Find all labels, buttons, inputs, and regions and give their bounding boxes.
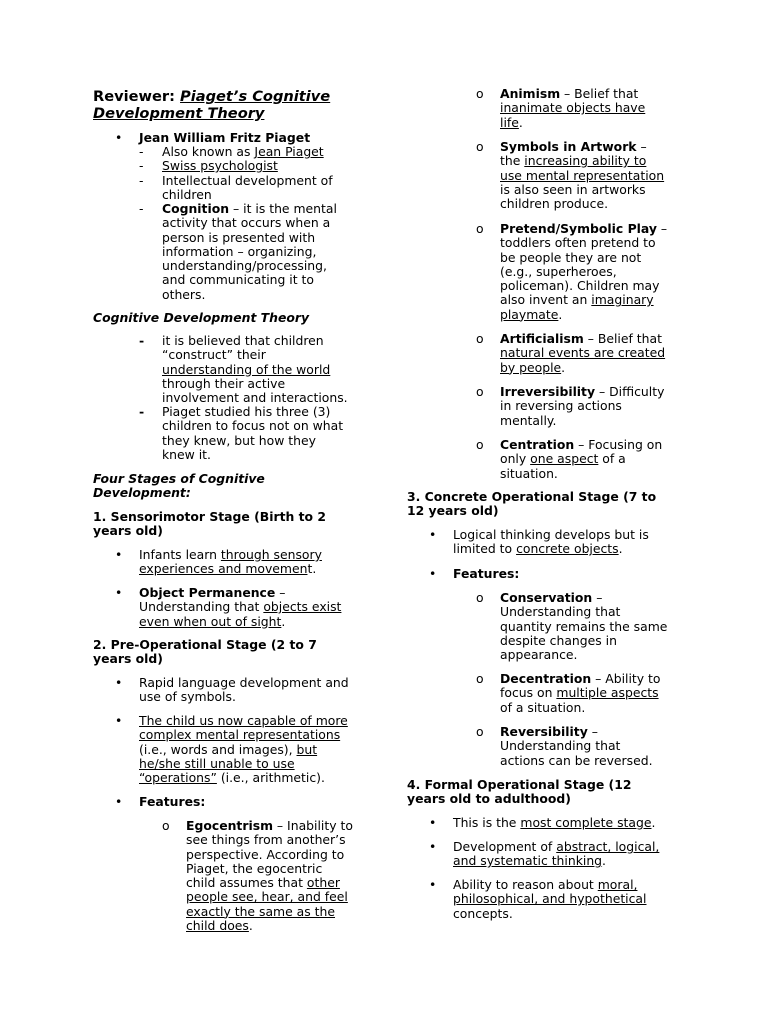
aka-name: Jean Piaget [254,144,324,159]
text: – [275,585,286,600]
bullet-marker: • [429,839,437,854]
text: playmate [500,306,559,322]
text-line: information – organizing, [162,243,317,259]
text-line: years old) [93,651,163,667]
text-line: actions can be reversed. [500,752,653,768]
text: but [296,741,318,757]
text-line: person is presented with [162,229,316,245]
stage3-features: Features: [453,566,520,581]
artificialism-item [500,332,665,375]
dash-marker: - [139,173,144,188]
text-line: knew it. [162,446,211,462]
term: Artificialism [500,331,584,346]
text-line: and communicating it to [162,272,314,288]
reversibility-item [500,725,653,768]
piaget-name: Jean William Fritz Piaget [139,130,311,145]
text: increasing ability to [524,153,647,169]
bullet-marker: • [429,877,437,892]
text: objects exist [263,599,342,615]
text: – it is the mental [229,201,337,216]
bullet-marker: • [429,527,437,542]
cdt-point-1 [162,334,348,405]
circle-marker: o [476,590,484,605]
centration-item [500,438,662,481]
cdt-point-2 [162,405,343,462]
text-line: understanding/processing, [162,258,327,274]
text: – [592,590,603,605]
aka-prefix: Also known as [162,144,255,159]
text-line: through their active [162,375,286,391]
text: abstract, logical, [556,839,660,854]
text-line: 4. Formal Operational Stage (12 [407,777,632,792]
decentration-item [500,672,660,715]
text-line: toddlers often pretend to [500,235,656,251]
text: experiences and movemen [139,561,308,577]
text-line: people see, hear, and feel [186,889,348,905]
stage4-heading [407,778,631,807]
text-line: Logical thinking develops but is [453,527,649,542]
text: through sensory [220,547,322,562]
bullet-marker: • [429,815,437,830]
cdt-heading: Cognitive Development Theory [93,310,310,325]
text: limited to [453,541,517,557]
circle-marker: o [476,724,484,739]
text-line: appearance. [500,647,578,663]
egocentrism-item [186,819,353,933]
text-line: years old to adulthood) [407,791,571,807]
animism-item [500,87,645,130]
text-line: understanding of the world [162,361,331,377]
text: by people [500,359,562,375]
text: the [500,153,525,169]
stage3-item-1 [453,528,649,557]
text: only [500,451,531,467]
text: . [561,359,566,375]
text-line: Development: [93,485,191,501]
stage2-features: Features: [139,794,206,809]
circle-marker: o [476,384,484,399]
piaget-swiss: Swiss psychologist [162,158,278,173]
text: . [518,114,523,130]
term: Reversibility [500,724,588,739]
text: – Belief that [560,86,639,101]
text-line: years old) [93,523,163,539]
term: Object Permanence [139,585,276,600]
text-line: “construct” their [162,347,266,363]
text-line: 2. Pre-Operational Stage (2 to 7 [93,637,317,652]
text-line: complex mental representations [139,727,341,743]
text-line: Intellectual development of [162,173,333,188]
text-line: be people they are not [500,249,642,265]
text-line: he/she still unable to use [139,755,295,771]
dash-marker: - [139,404,145,419]
text: – Belief that [583,331,662,346]
stage1-heading [93,510,326,539]
text: child does [186,918,249,934]
dash-marker: - [139,144,144,159]
text: life [500,114,519,130]
text-line: Understanding that [500,738,621,754]
text-line: Rapid language development and [139,675,349,690]
text-line: philosophical, and hypothetical [453,891,647,907]
text: . [651,815,656,830]
text: . [602,853,606,869]
text-line: children [162,187,212,203]
conservation-item [500,591,667,662]
circle-marker: o [476,437,484,452]
dash-marker: - [139,201,144,216]
text-line: in reversing actions [500,398,622,414]
text: even when out of sight [139,613,282,629]
stage2-item-2 [139,714,348,785]
text: (i.e., arithmetic). [216,770,325,786]
text: most complete stage [520,815,652,830]
term: Symbols in Artwork [500,139,637,154]
text: This is the [453,815,521,830]
text-line: The child us now capable of more [139,713,348,728]
text: t. [307,561,317,577]
text-line: situation. [500,465,558,481]
text: imaginary [591,292,654,308]
text-line: concepts. [453,905,513,921]
text-line: children produce. [500,196,609,212]
text-line: quantity remains the same [500,618,668,634]
text-line: Four Stages of Cognitive [93,471,265,486]
text-line: it is believed that children [162,333,324,348]
bullet-marker: • [115,585,123,600]
stage4-item-2 [453,840,659,869]
text: (i.e., words and images), [139,741,297,757]
text-line: Understanding that [500,604,621,620]
term: Animism [500,86,561,101]
symbols-item [500,140,664,211]
text: of a [598,451,626,467]
text: Ability to reason about [453,877,598,892]
text-line: perspective. According to [186,846,345,862]
text-line: others. [162,286,206,302]
text: – [656,221,668,236]
stage2-item-1 [139,676,349,705]
pretend-play-item [500,222,667,322]
text-line: inanimate objects have [500,100,646,116]
bullet-marker: • [115,130,123,145]
text-line: despite changes in [500,632,617,648]
stage1-item-2 [139,586,341,629]
text-line: mentally. [500,412,557,428]
text: multiple aspects [556,685,659,701]
circle-marker: o [476,671,484,686]
text: – Focusing on [574,437,663,452]
bullet-marker: • [115,713,123,728]
text: other [306,875,340,891]
text-line: Piaget, the egocentric [186,860,323,876]
piaget-intellectual [162,174,333,203]
text-line: policeman). Children may [500,278,660,294]
text-line: is also seen in artworks [500,181,646,197]
irreversibility-item [500,385,664,428]
text: – Inability to [272,818,353,833]
text-line: 3. Concrete Operational Stage (7 to [407,489,657,504]
text: – Difficulty [595,384,665,399]
text-line: natural events are created [500,345,666,361]
text: focus on [500,685,557,701]
text: Understanding that [139,599,264,615]
text-line: see things from another’s [186,832,346,848]
text-line: exactly the same as the [186,903,335,919]
circle-marker: o [476,86,484,101]
text: . [558,306,563,322]
text: Development of [453,839,557,854]
text: child assumes that [186,875,307,891]
circle-marker: o [476,139,484,154]
stage1-item-1 [139,548,322,577]
text-line: (e.g., superheroes, [500,263,617,279]
term: Cognition [162,201,230,216]
text-line: activity that occurs when a [162,215,331,231]
circle-marker: o [162,818,170,833]
term: Decentration [500,671,592,686]
term: Pretend/Symbolic Play [500,221,657,236]
text: concrete objects [516,541,619,557]
circle-marker: o [476,221,484,236]
text-line: they knew, but how they [162,432,316,448]
text: . [248,918,253,934]
text: “operations” [139,770,217,786]
piaget-cognition [162,202,337,302]
stage2-heading [93,638,317,667]
stage4-item-1 [453,816,655,830]
bullet-marker: • [115,675,123,690]
text: – [587,724,598,739]
four-stages-heading [93,472,265,501]
text: . [618,541,623,557]
stage3-heading [407,490,656,519]
text-line: 12 years old) [407,503,499,519]
text: one aspect [530,451,599,467]
text-line: children to focus not on what [162,418,344,434]
bullet-marker: • [429,566,437,581]
term: Irreversibility [500,384,596,399]
circle-marker: o [476,331,484,346]
bullet-marker: • [115,547,123,562]
text: – Ability to [591,671,661,686]
text: moral, [597,877,638,892]
text-line: use of symbols. [139,689,236,705]
stage4-item-3 [453,878,646,921]
text-line: 1. Sensorimotor Stage (Birth to 2 [93,509,327,524]
text-line: Piaget studied his three (3) [162,404,331,419]
title-line1: Piaget’s Cognitive [180,88,331,105]
title-prefix: Reviewer: [93,88,181,105]
dash-marker: - [139,158,144,173]
dash-marker: - [139,333,145,348]
text: – [636,139,647,154]
text: also invent an [500,292,592,308]
page-title [93,88,330,122]
text: and systematic thinking [453,853,603,869]
term: Egocentrism [186,818,273,833]
text-line: of a situation. [500,699,586,715]
text-line: involvement and interactions. [162,390,348,406]
text: . [281,613,286,629]
text-line: use mental representation [500,167,665,183]
term: Conservation [500,590,593,605]
text: Infants learn [139,547,221,562]
bullet-marker: • [115,794,123,809]
term: Centration [500,437,575,452]
title-line2: Development Theory [93,105,265,122]
